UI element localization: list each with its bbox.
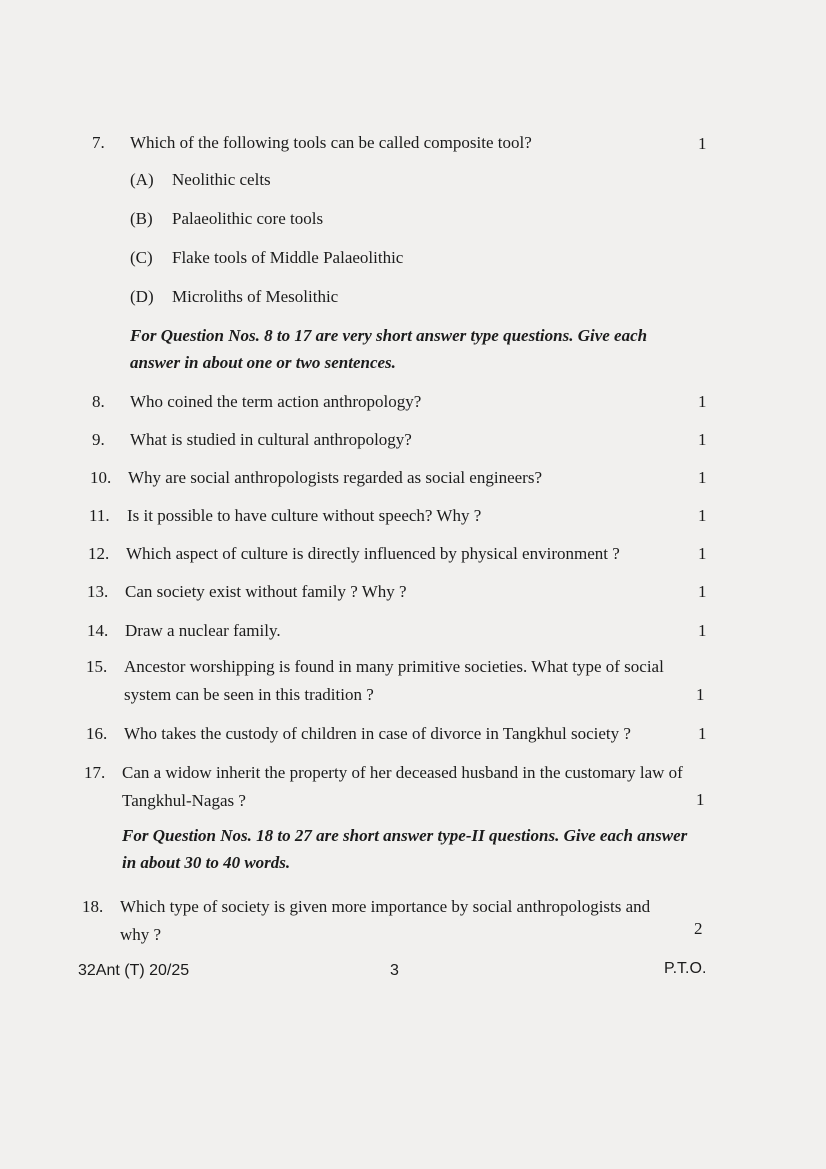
question-mark: 1 [698, 134, 707, 153]
question-text-line: Which type of society is given more importance by social anthropologists and [120, 897, 651, 916]
question-15 [86, 653, 716, 707]
option-c [130, 248, 403, 268]
question-text-line: Tangkhul-Nagas ? [122, 791, 246, 810]
option-label: (D) [130, 287, 154, 306]
question-16 [86, 720, 706, 747]
option-text: Flake tools of Middle Palaeolithic [172, 248, 404, 267]
question-number: 11. [89, 506, 110, 525]
question-mark: 1 [696, 685, 705, 704]
question-number: 16. [86, 724, 108, 743]
question-text-line: Ancestor worshipping is found in many primitive societies. What type of social [124, 657, 664, 676]
question-number: 17. [84, 763, 106, 782]
question-mark: 1 [698, 392, 707, 411]
question-9 [92, 426, 712, 453]
question-text: Which aspect of culture is directly influenced by physical environment ? [126, 544, 620, 563]
question-mark: 1 [698, 724, 707, 743]
pto-label: P.T.O. [664, 960, 707, 977]
option-label: (C) [130, 248, 153, 267]
question-number: 12. [88, 544, 110, 563]
question-text-line: system can be seen in this tradition ? [124, 685, 374, 704]
page-number: 3 [390, 962, 399, 979]
question-10 [90, 464, 710, 491]
question-17 [84, 759, 724, 813]
section-instruction [130, 322, 647, 376]
option-text: Neolithic celts [172, 170, 271, 189]
question-mark: 2 [694, 919, 703, 938]
question-mark: 1 [698, 544, 707, 563]
question-mark: 1 [698, 506, 707, 525]
option-label: (B) [130, 209, 153, 228]
question-text: Which of the following tools can be called composite tool? [130, 133, 532, 152]
question-13 [87, 578, 707, 605]
option-b [130, 209, 323, 229]
option-text: Palaeolithic core tools [172, 209, 324, 228]
paper-code: 32Ant (T) 20/25 [78, 962, 190, 979]
question-number: 8. [92, 392, 105, 411]
question-text: Why are social anthropologists regarded as social engineers? [128, 468, 542, 487]
instruction-line: in about 30 to 40 words. [122, 853, 291, 872]
question-text-line: why ? [120, 925, 162, 944]
section-instruction [122, 822, 687, 876]
option-label: (A) [130, 170, 154, 189]
question-number: 10. [90, 468, 112, 487]
question-7 [92, 129, 712, 156]
question-12 [88, 540, 708, 567]
option-text: Microliths of Mesolithic [172, 287, 339, 306]
question-mark: 1 [698, 468, 707, 487]
question-text: Can society exist without family ? Why ? [125, 582, 407, 601]
option-a [130, 170, 271, 190]
question-8 [92, 388, 712, 415]
question-number: 15. [86, 657, 108, 676]
question-number: 9. [92, 430, 105, 449]
question-text: What is studied in cultural anthropology? [130, 430, 412, 449]
question-text: Is it possible to have culture without speech? Why ? [127, 506, 482, 525]
question-text-line: Can a widow inherit the property of her deceased husband in the customary law of [122, 763, 683, 782]
question-text: Who takes the custody of children in case of divorce in Tangkhul society ? [124, 724, 631, 743]
question-number: 7. [92, 133, 105, 152]
option-d [130, 287, 338, 307]
question-mark: 1 [698, 621, 707, 640]
question-number: 14. [87, 621, 109, 640]
question-mark: 1 [698, 582, 707, 601]
question-number: 18. [82, 897, 104, 916]
question-18 [82, 893, 722, 947]
instruction-line: For Question Nos. 18 to 27 are short answer type-II questions. Give each answer [122, 826, 688, 845]
question-14 [87, 617, 707, 644]
question-number: 13. [87, 582, 109, 601]
question-11 [89, 502, 709, 529]
instruction-line: answer in about one or two sentences. [130, 353, 396, 372]
question-text: Draw a nuclear family. [125, 621, 281, 640]
question-mark: 1 [696, 790, 705, 809]
instruction-line: For Question Nos. 8 to 17 are very short answer type questions. Give each [130, 326, 648, 345]
question-mark: 1 [698, 430, 707, 449]
question-text: Who coined the term action anthropology? [130, 392, 422, 411]
